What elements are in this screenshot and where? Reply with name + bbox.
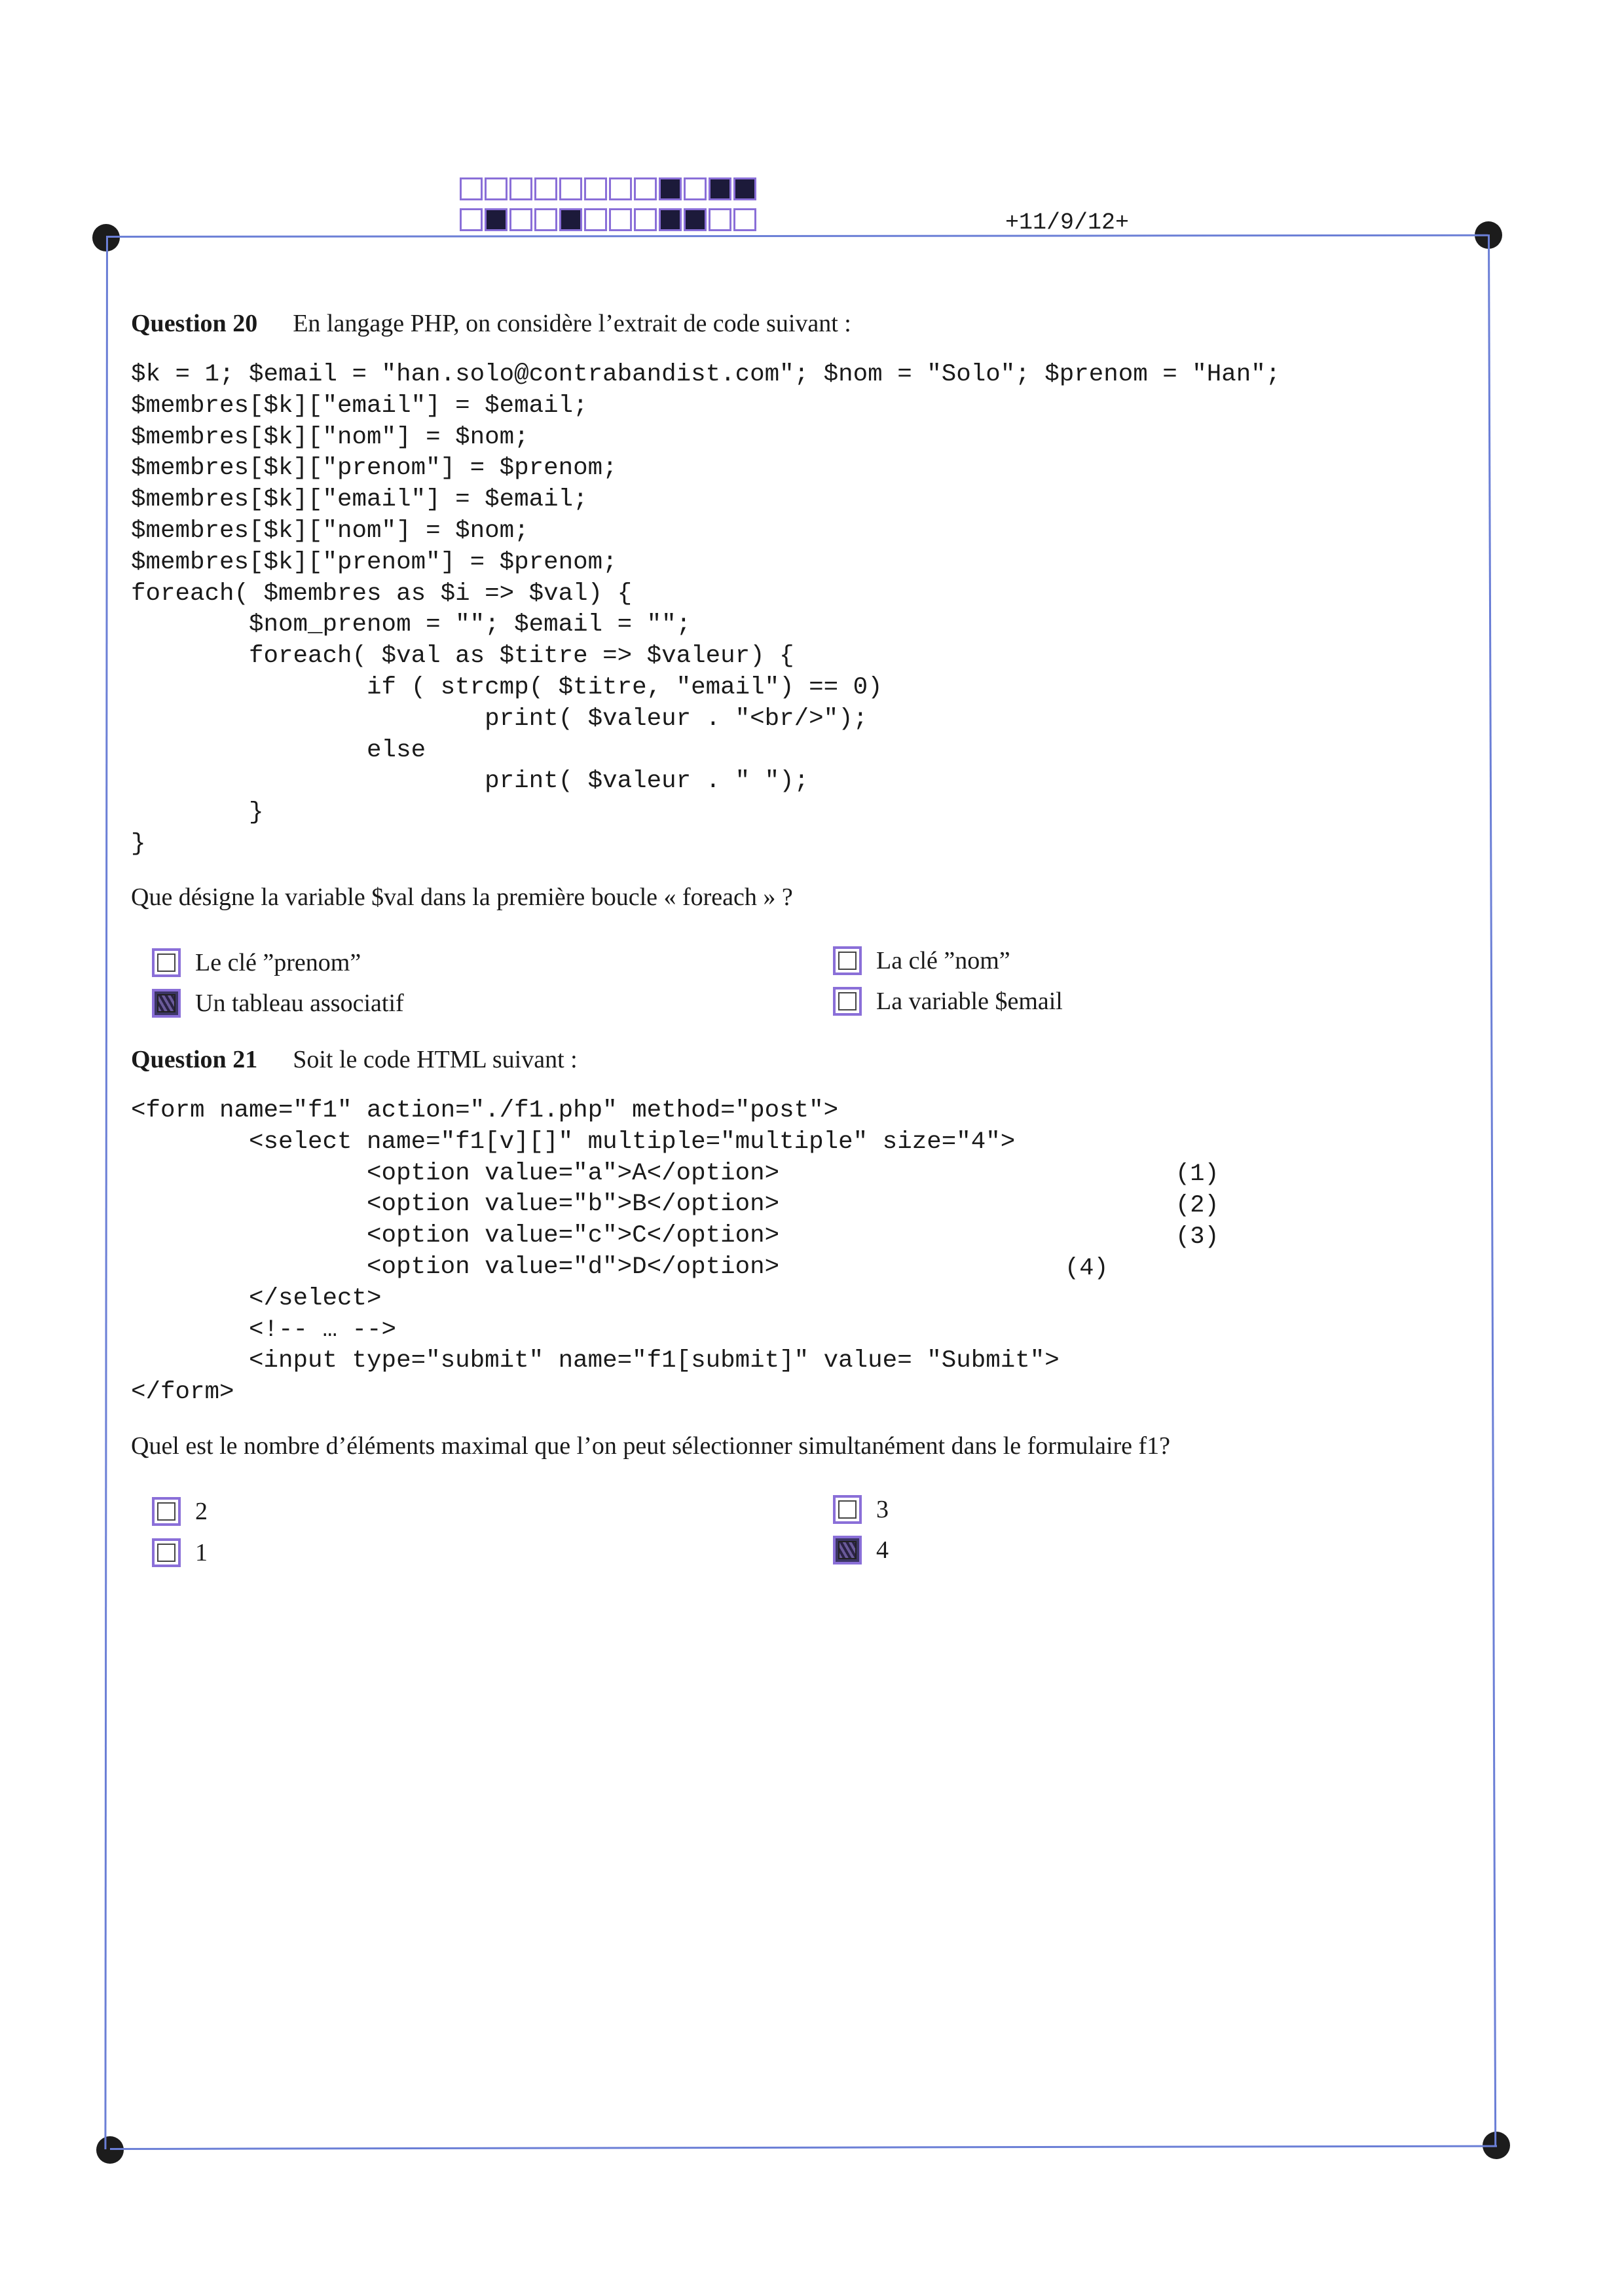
checkbox[interactable] bbox=[152, 1497, 181, 1526]
choice-label: La variable $email bbox=[876, 988, 1063, 1015]
choice-label: Un tableau associatif bbox=[195, 990, 404, 1017]
q21-choice-4[interactable] bbox=[833, 1536, 889, 1565]
barcode-cell bbox=[559, 177, 582, 200]
marker-3: (3) bbox=[1175, 1223, 1219, 1251]
q20-choice-2[interactable] bbox=[152, 989, 404, 1018]
barcode-row-2 bbox=[460, 208, 758, 231]
choice-label: 3 bbox=[876, 1496, 889, 1523]
question-21-intro: Soit le code HTML suivant : bbox=[293, 1046, 578, 1073]
q21-choice-1[interactable] bbox=[152, 1497, 208, 1526]
question-20-prompt: Que désigne la variable $val dans la première boucle « foreach » ? bbox=[131, 883, 793, 911]
question-21-number: Question 21 bbox=[131, 1046, 258, 1073]
choice-label: 1 bbox=[195, 1539, 208, 1566]
barcode-cell bbox=[485, 177, 507, 200]
barcode-cell bbox=[733, 208, 756, 231]
checkbox[interactable] bbox=[833, 1495, 862, 1524]
question-20-number: Question 20 bbox=[131, 310, 258, 337]
page-id: +11/9/12+ bbox=[1005, 210, 1130, 236]
barcode-cell bbox=[609, 177, 632, 200]
barcode-row-1 bbox=[460, 177, 758, 200]
choice-label: Le clé ”prenom” bbox=[195, 949, 361, 976]
barcode-cell bbox=[709, 208, 731, 231]
choice-label: 4 bbox=[876, 1536, 889, 1564]
barcode-cell bbox=[684, 208, 707, 231]
question-20-header bbox=[131, 309, 851, 338]
marker-1: (1) bbox=[1175, 1160, 1219, 1188]
barcode-cell bbox=[509, 177, 532, 200]
frame-bottom-line bbox=[110, 2145, 1497, 2150]
barcode-cell bbox=[634, 208, 657, 231]
frame-left-line bbox=[104, 237, 108, 2149]
checkbox-checked[interactable] bbox=[152, 989, 181, 1018]
q21-choice-2[interactable] bbox=[152, 1538, 208, 1567]
barcode-cell bbox=[684, 177, 707, 200]
question-20-code: $k = 1; $email = "han.solo@contrabandist.com"; $nom = "Solo"; $prenom = "Han"; $membres[$k]["email"] = $email; $membres[$k]["nom"] = $nom; $membres[$k]["prenom"] = $prenom; $membres[$k]["email"] = $email; $membres[$k]["nom"] = $nom; $membres[$k]["prenom"] = $prenom; foreach( $membres as $i => $val) { $nom_prenom = ""; $email = ""; foreach( $val as $titre => $valeur) { if ( strcmp( $titre, "email") == 0) print( $valeur . "<br/>"); else print( $valeur . " "); } } bbox=[131, 361, 1281, 858]
barcode-cell bbox=[584, 177, 607, 200]
question-21-prompt: Quel est le nombre d’éléments maximal que l’on peut sélectionner simultanément dans le formulaire f1? bbox=[131, 1432, 1171, 1460]
barcode-cell bbox=[733, 177, 756, 200]
q21-choice-3[interactable] bbox=[833, 1495, 889, 1524]
question-21-header bbox=[131, 1045, 578, 1074]
marker-4: (4) bbox=[1065, 1255, 1109, 1282]
checkbox[interactable] bbox=[833, 987, 862, 1016]
frame-right-line bbox=[1488, 234, 1496, 2147]
checkbox[interactable] bbox=[152, 948, 181, 977]
barcode-cell bbox=[659, 177, 682, 200]
choice-label: La clé ”nom” bbox=[876, 947, 1010, 974]
barcode-cell bbox=[659, 208, 682, 231]
barcode-cell bbox=[485, 208, 507, 231]
barcode-cell bbox=[634, 177, 657, 200]
q20-choice-1[interactable] bbox=[152, 948, 361, 977]
checkbox[interactable] bbox=[152, 1538, 181, 1567]
frame-top-line bbox=[106, 234, 1488, 238]
q20-choice-3[interactable] bbox=[833, 946, 1010, 975]
marker-2: (2) bbox=[1175, 1192, 1219, 1219]
q20-choice-4[interactable] bbox=[833, 987, 1063, 1016]
barcode-cell bbox=[534, 177, 557, 200]
barcode-cell bbox=[709, 177, 731, 200]
barcode-cell bbox=[460, 177, 483, 200]
barcode-cell bbox=[509, 208, 532, 231]
choice-label: 2 bbox=[195, 1498, 208, 1525]
checkbox[interactable] bbox=[833, 946, 862, 975]
barcode-cell bbox=[609, 208, 632, 231]
question-21-code: <form name="f1" action="./f1.php" method="post"> <select name="f1[v][]" multiple="multiple" size="4"> <option value="a">A</option> <option value="b">B</option> <option value="c">C</option> <option value="d">D</option> </select> <!-- … --> <input type="submit" name="f1[submit]" value= "Submit"> </form> bbox=[131, 1097, 1060, 1407]
barcode-cell bbox=[559, 208, 582, 231]
question-20-intro: En langage PHP, on considère l’extrait de code suivant : bbox=[293, 310, 851, 337]
barcode-cell bbox=[584, 208, 607, 231]
barcode-cell bbox=[534, 208, 557, 231]
checkbox-checked[interactable] bbox=[833, 1536, 862, 1565]
barcode-cell bbox=[460, 208, 483, 231]
